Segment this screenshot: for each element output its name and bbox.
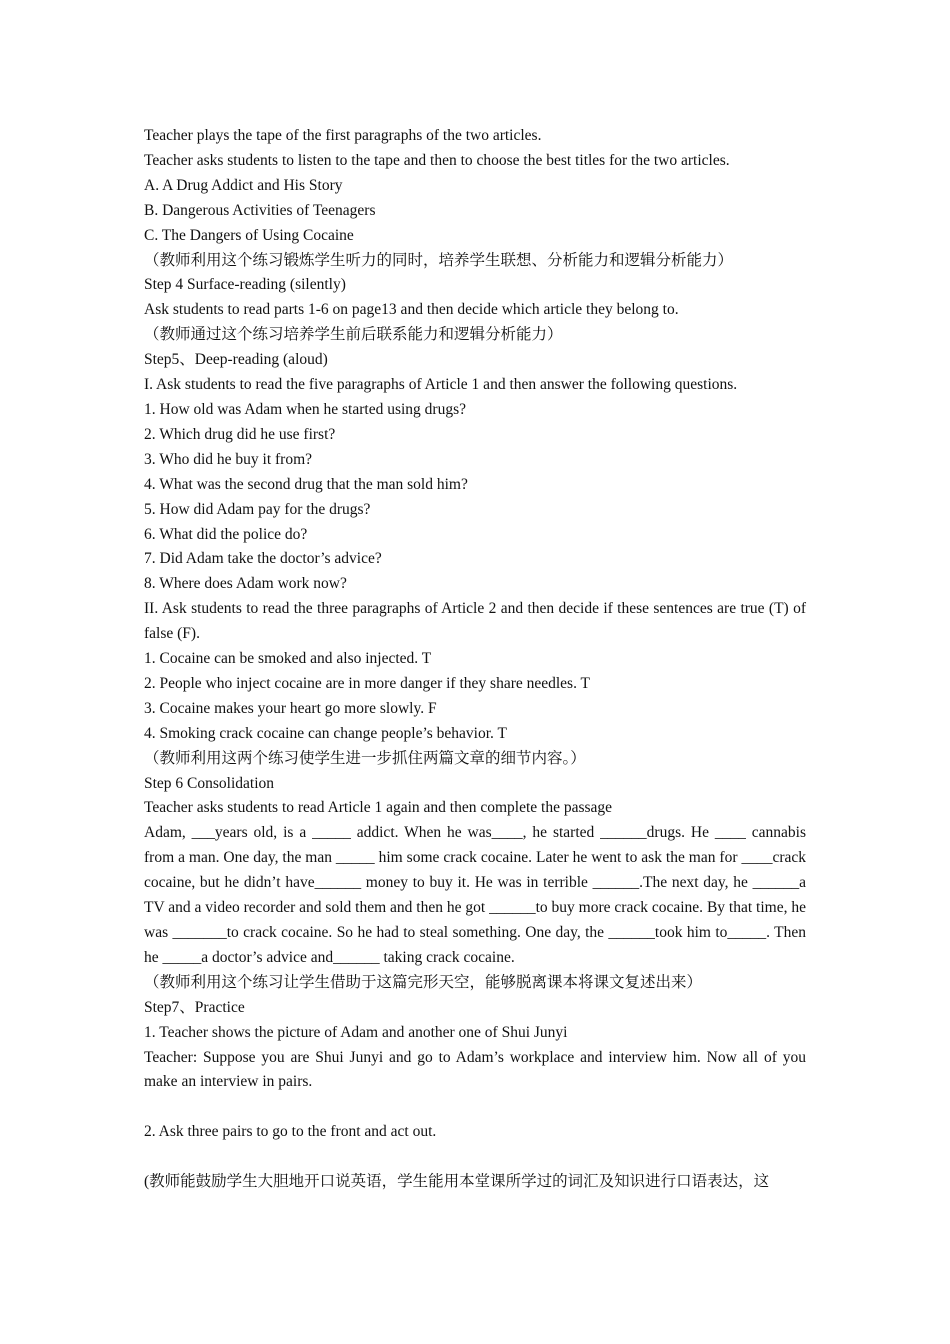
text-line: （教师利用这个练习锻炼学生听力的同时，培养学生联想、分析能力和逻辑分析能力） [144, 251, 734, 269]
text-block-c [144, 647, 806, 821]
text-line: 8. Where does Adam work now? [144, 575, 347, 593]
text-line: C. The Dangers of Using Cocaine [144, 226, 354, 244]
paragraph-cloze-passage: Adam, ___years old, is a _____ addict. When he was____, he started ______drugs. He ____ cannabis from a man. One day, the man _____ him some crack cocaine. Later he went to ask the man for ____crack cocaine, but he didn’t have______ money to buy it. He was in terrible ______.The next day, he ______a TV and a video recorder and sold them and then he got ______to buy more crack cocaine. By that time, he was _______to crack cocaine. So he had to steal something. One day, the ______took him to_____. Then he _____a doctor’s advice and______ taking crack cocaine. [144, 824, 806, 966]
text-line: Step5、Deep-reading (aloud) [144, 351, 328, 369]
blank-line [144, 1095, 806, 1120]
text-line: （教师利用这两个练习使学生进一步抓住两篇文章的细节内容。） [144, 749, 586, 767]
text-line: Teacher plays the tape of the first paragraphs of the two articles. [144, 127, 542, 144]
text-block-a [144, 124, 806, 597]
text-line: 4. What was the second drug that the man sold him? [144, 475, 468, 493]
text-line: （教师通过这个练习培养学生前后联系能力和逻辑分析能力） [144, 326, 563, 344]
text-line: I. Ask students to read the five paragraphs of Article 1 and then answer the following questions. [144, 376, 738, 394]
text-line: 1. Cocaine can be smoked and also injected. T [144, 650, 432, 668]
text-line: 4. Smoking crack cocaine can change people’s behavior. T [144, 724, 507, 742]
text-line: 1. Teacher shows the picture of Adam and another one of Shui Junyi [144, 1023, 568, 1041]
text-line: A. A Drug Addict and His Story [144, 176, 343, 194]
text-line: Step7、Practice [144, 998, 245, 1016]
text-line: 2. People who inject cocaine are in more danger if they share needles. T [144, 674, 591, 692]
text-block-e [144, 971, 806, 1046]
text-line: 5. How did Adam pay for the drugs? [144, 500, 371, 518]
text-line: Teacher asks students to listen to the tape and then to choose the best titles for the two articles. [144, 151, 730, 169]
text-line: Step 4 Surface-reading (silently) [144, 276, 346, 294]
text-line: 2. Which drug did he use first? [144, 425, 336, 443]
blank-line [144, 1145, 806, 1170]
text-line: Ask students to read parts 1-6 on page13 and then decide which article they belong to. [144, 301, 679, 319]
paragraph-interview-instructions: Teacher: Suppose you are Shui Junyi and go to Adam’s workplace and interview him. Now all of you make an interview in pairs. [144, 1048, 806, 1091]
text-line: 6. What did the police do? [144, 525, 308, 543]
text-line: （教师利用这个练习让学生借助于这篇完形天空，能够脱离课本将课文复述出来） [144, 973, 703, 991]
text-line: 3. Who did he buy it from? [144, 450, 313, 468]
text-line-teacher-note: (教师能鼓励学生大胆地开口说英语，学生能用本堂课所学过的词汇及知识进行口语表达，这 [144, 1173, 770, 1191]
text-line-act-out: 2. Ask three pairs to go to the front and act out. [144, 1123, 437, 1141]
paragraph-article2-instructions: II. Ask students to read the three paragraphs of Article 2 and then decide if these sentences are true (T) of false (F). [144, 600, 806, 643]
text-line: Teacher asks students to read Article 1 again and then complete the passage [144, 799, 613, 817]
text-line: B. Dangerous Activities of Teenagers [144, 201, 376, 219]
document-page [144, 124, 806, 1195]
text-line: 7. Did Adam take the doctor’s advice? [144, 550, 382, 568]
text-line: Step 6 Consolidation [144, 774, 275, 792]
text-line: 1. How old was Adam when he started using drugs? [144, 400, 467, 418]
text-line: 3. Cocaine makes your heart go more slowly. F [144, 699, 437, 717]
